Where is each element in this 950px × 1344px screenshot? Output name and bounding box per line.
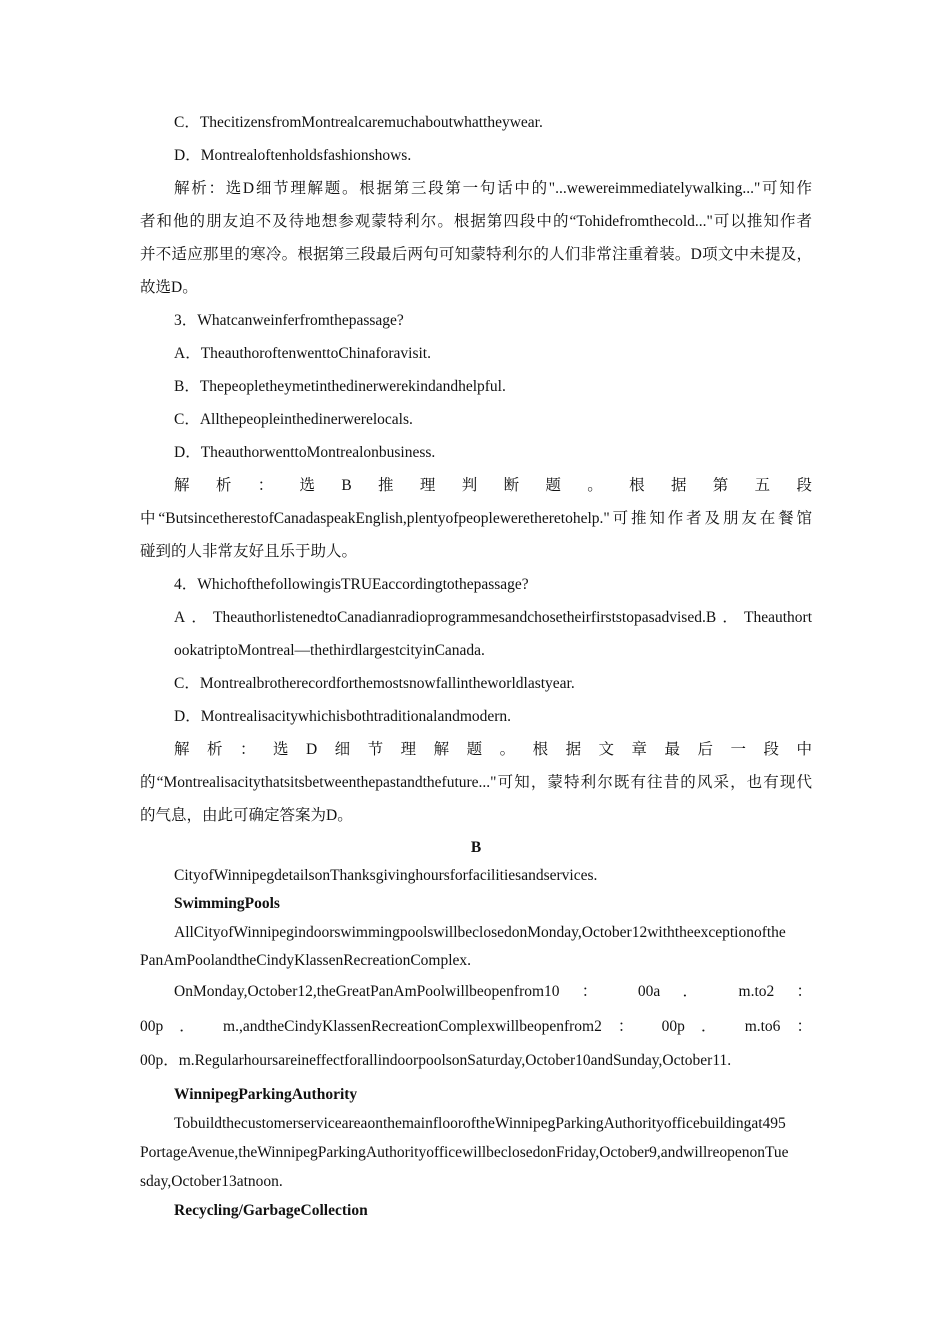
subheading-swimming-pools: SwimmingPools [174, 895, 280, 912]
analysis-line: 碰到的人非常友好且乐于助人。 [140, 543, 358, 560]
question-4: 4．WhichofthefollowingisTRUEaccordingtothepassage? [174, 576, 529, 593]
passage-line: OnMonday,October12,theGreatPanAmPoolwillbeopenfrom10 ： 00a ． m.to2 ： [174, 983, 812, 1000]
question-3: 3．Whatcanweinferfromthepassage? [174, 312, 404, 329]
subheading-parking-authority: WinnipegParkingAuthority [174, 1086, 358, 1103]
passage-line: 00p．m.RegularhoursareineffectforallindoorpoolsonSaturday,October10andSunday,October11. [140, 1052, 732, 1069]
option-a-line: A．TheauthoroftenwenttoChinaforavisit. [174, 345, 431, 362]
option-d-line: D．TheauthorwenttoMontrealonbusiness. [174, 444, 436, 461]
analysis-line: 故选D。 [140, 279, 198, 296]
analysis-line: 并不适应那里的寒冷。根据第三段最后两句可知蒙特利尔的人们非常注重着装。D项文中未提及， [140, 246, 812, 263]
subheading-recycling: Recycling/GarbageCollection [174, 1202, 368, 1219]
section-heading-b: B [470, 839, 482, 856]
option-c-line: C．Allthepeopleinthedinerwerelocals. [174, 411, 413, 428]
passage-line: TobuildthecustomerserviceareaonthemainflooroftheWinnipegParkingAuthorityofficebuildingat495 [174, 1115, 786, 1132]
analysis-line: 的气息，由此可确定答案为D。 [140, 807, 353, 824]
analysis-line: 解析：选D细节理解题。根据文章最后一段中 [174, 741, 812, 758]
passage-line: 00p ． m.,andtheCindyKlassenRecreationComplexwillbeopenfrom2 ： 00p ． m.to6 ： [140, 1018, 812, 1035]
analysis-line: 的“Montrealisacitythatsitsbetweenthepastandthefuture..."可知，蒙特利尔既有往昔的风采，也有现代 [140, 774, 812, 791]
option-d-line: D．Montrealoftenholdsfashionshows. [174, 147, 412, 164]
analysis-line: 解析：选D细节理解题。根据第三段第一句话中的"...wewereimmediatelywalking..."可知作 [174, 180, 812, 197]
option-b-line: B．Thepeopletheymetinthedinerwerekindandhelpful. [174, 378, 506, 395]
analysis-line: 者和他的朋友迫不及待地想参观蒙特利尔。根据第四段中的“Tohidefromthecold..."可以推知作者 [140, 213, 812, 230]
passage-line: AllCityofWinnipegindoorswimmingpoolswillbeclosedonMonday,October12withtheexceptionofthe [174, 924, 786, 941]
passage-line: PortageAvenue,theWinnipegParkingAuthorityofficewillbeclosedonFriday,October9,andwillreopenonTue [140, 1144, 789, 1161]
option-a-line: A．TheauthorlistenedtoCanadianradioprogrammesandchosetheirfirststopasadvised.B．Theauthort [174, 609, 812, 626]
analysis-line: 解析：选B推理判断题。根据第五段 [174, 477, 812, 494]
option-c-line: C．ThecitizensfromMontrealcaremuchaboutwhattheywear. [174, 114, 543, 131]
passage-line: PanAmPoolandtheCindyKlassenRecreationComplex. [140, 952, 472, 969]
option-d-line: D．Montrealisacitywhichisbothtraditionalandmodern. [174, 708, 512, 725]
option-c-line: C．Montrealbrotherecordforthemostsnowfallintheworldlastyear. [174, 675, 575, 692]
passage-intro: CityofWinnipegdetailsonThanksgivinghoursforfacilitiesandservices. [174, 867, 598, 884]
option-b-continued: ookatriptoMontreal—thethirdlargestcityinCanada. [174, 642, 485, 659]
passage-line: sday,October13atnoon. [140, 1173, 283, 1190]
analysis-line: 中“ButsincetherestofCanadaspeakEnglish,plentyofpeopleweretheretohelp."可推知作者及朋友在餐馆 [140, 510, 812, 527]
